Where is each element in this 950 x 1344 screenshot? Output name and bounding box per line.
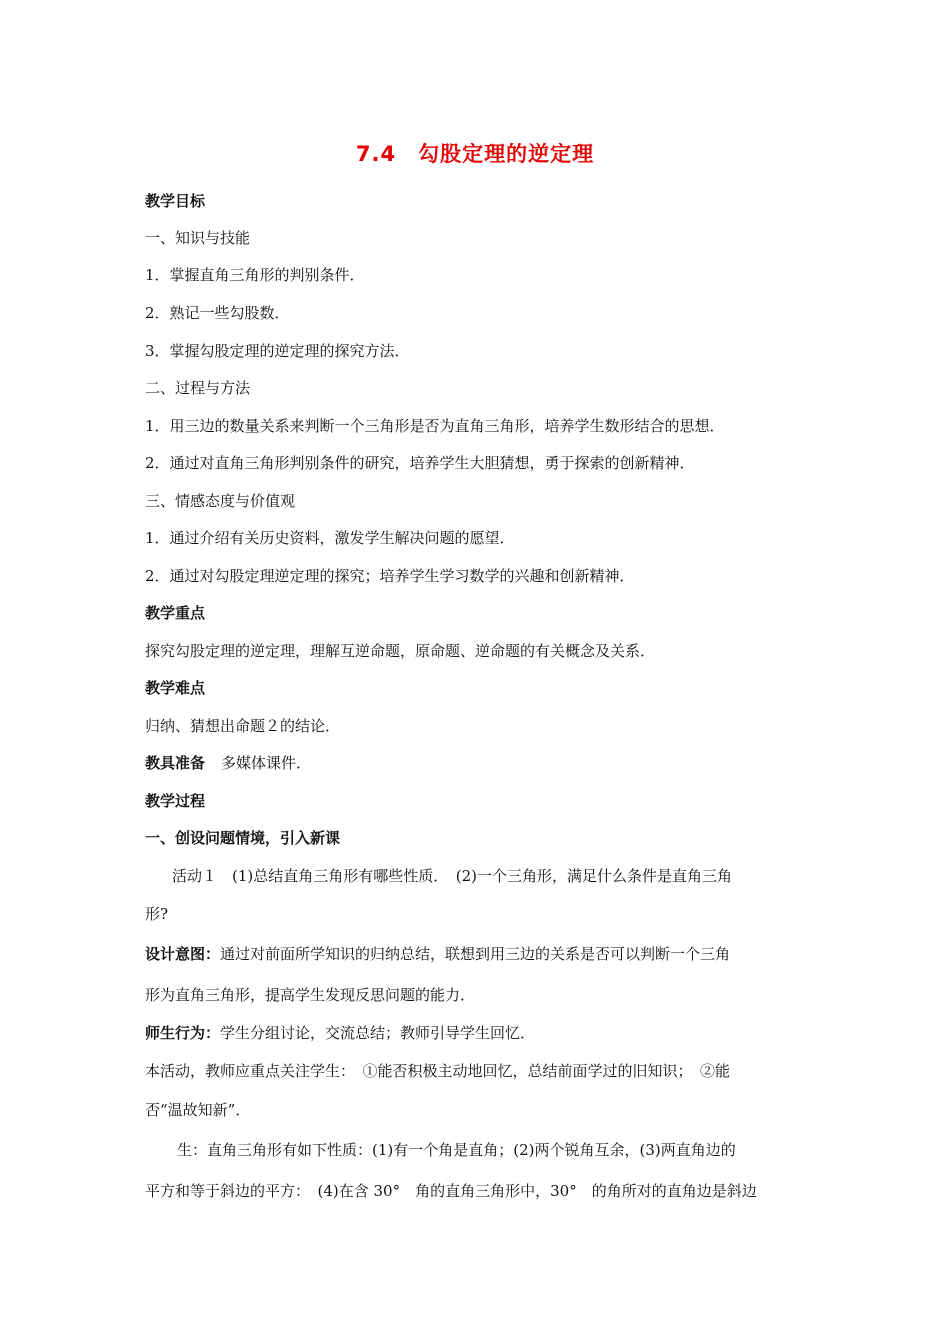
process-method-item-1: 1．用三边的数量关系来判断一个三角形是否为直角三角形，培养学生数形结合的思想． [145,417,725,435]
activity-1-line-1: 活动１ (1)总结直角三角形有哪些性质． (2)一个三角形，满足什么条件是直角三角 [172,867,732,885]
knowledge-item-3: 3．掌握勾股定理的逆定理的探究方法． [145,342,410,360]
key-point-text: 探究勾股定理的逆定理，理解互逆命题，原命题、逆命题的有关概念及关系． [145,642,656,660]
design-intent-line-1 [145,944,810,964]
attitude-item-1: 1．通过介绍有关历史资料，激发学生解决问题的愿望． [145,529,515,547]
design-intent-line-2: 形为直角三角形，提高学生发现反思问题的能力． [145,986,476,1004]
behavior-text: 学生分组讨论，交流总结；教师引导学生回忆． [220,1024,536,1042]
answer-line-2: 平方和等于斜边的平方： (4)在含 30° 角的直角三角形中，30° 的角所对的直角边是斜边 [145,1182,757,1200]
behavior-line [145,1023,810,1043]
activity-1-line-2: 形? [145,905,169,923]
design-intent-label: 设计意图： [145,945,221,963]
behavior-label: 师生行为： [145,1024,221,1042]
tools-text: 多媒体课件． [221,754,312,772]
tools-heading: 教具准备 [145,754,206,772]
design-intent-text: 通过对前面所学知识的归纳总结，联想到用三边的关系是否可以判断一个三角 [220,945,731,963]
knowledge-item-1: 1．掌握直角三角形的判别条件． [145,266,365,284]
focus-line-2: 否“温故知新”． [145,1101,251,1119]
tools-line [145,753,810,773]
difficulty-text: 归纳、猜想出命题２的结论． [145,717,341,735]
knowledge-item-2: 2．熟记一些勾股数． [145,304,290,322]
process-section-1-heading: 一、创设问题情境，引入新课 [145,829,341,847]
process-heading: 教学过程 [145,792,206,810]
section-attitude-heading: 三、情感态度与价值观 [145,492,296,510]
attitude-item-2: 2．通过对勾股定理逆定理的探究；培养学生学习数学的兴趣和创新精神． [145,567,635,585]
section-process-method-heading: 二、过程与方法 [145,379,251,397]
difficulty-heading: 教学难点 [145,679,206,697]
process-method-item-2: 2．通过对直角三角形判别条件的研究，培养学生大胆猜想，勇于探索的创新精神． [145,454,695,472]
page-title: 7.4 勾股定理的逆定理 [355,142,595,166]
key-point-heading: 教学重点 [145,604,206,622]
answer-line-1: 生：直角三角形有如下性质：(1)有一个角是直角；(2)两个锐角互余，(3)两直角边的 [177,1141,736,1159]
section-knowledge-heading: 一、知识与技能 [145,229,251,247]
focus-line-1: 本活动，教师应重点关注学生： ①能否积极主动地回忆，总结前面学过的旧知识； ②能 [145,1062,731,1080]
objectives-heading: 教学目标 [145,192,206,210]
